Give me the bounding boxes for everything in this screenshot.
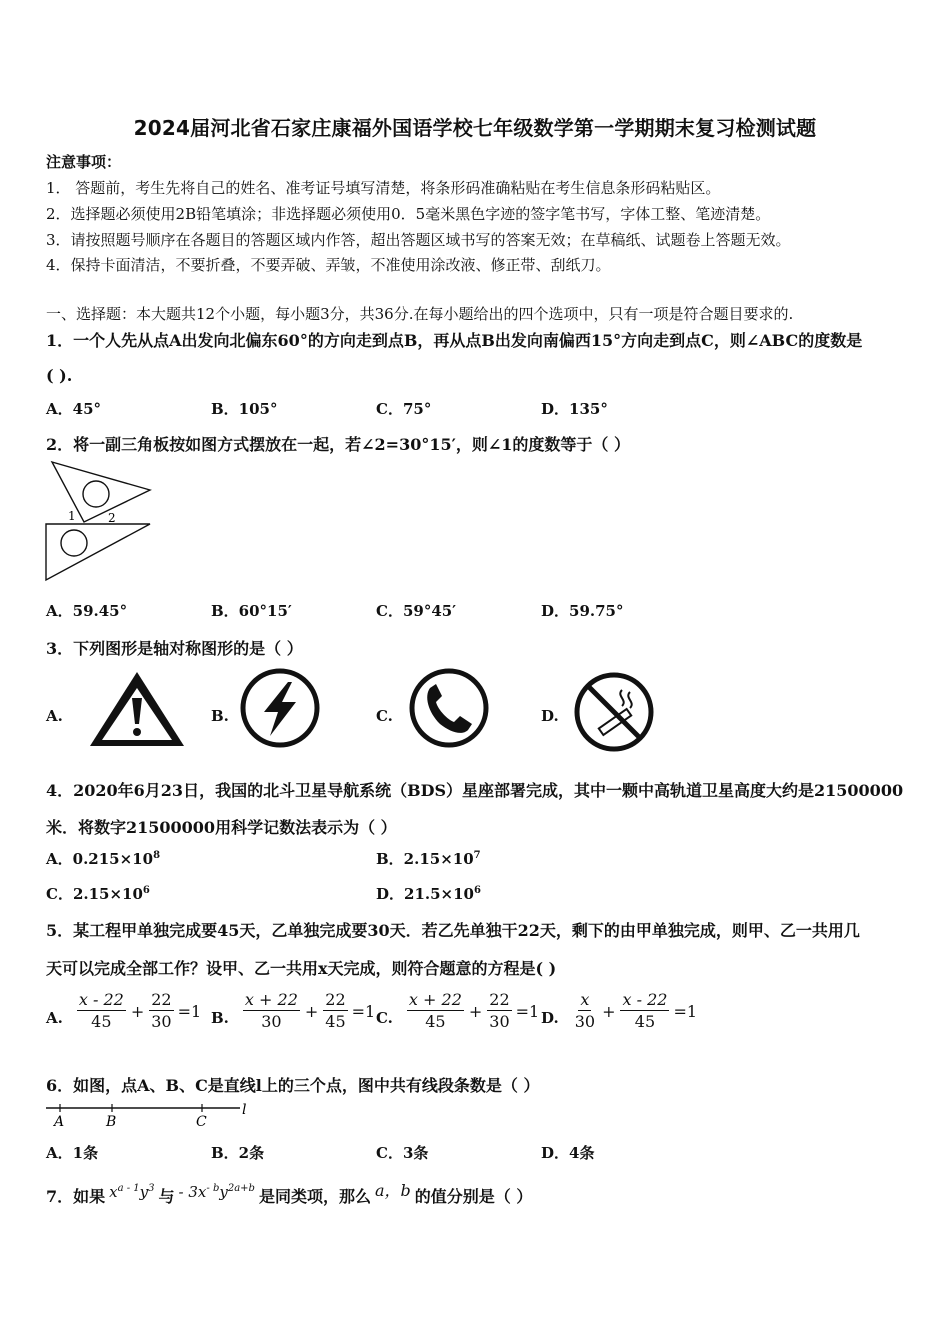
q1-option-d: D．135° (541, 400, 608, 418)
q4-option-a: A．$0.215\times 10^8$ (46, 850, 161, 868)
q1-option-a: A．45° (46, 400, 102, 418)
lower-triangle-hole (61, 530, 87, 556)
q6-stem: 6．如图，点A、B、C是直线l上的三个点，图中共有线段条数是（ ） (46, 1076, 540, 1095)
no-smoking-icon (572, 670, 656, 754)
upper-triangle-hole (83, 481, 109, 507)
angle-2-label: 2 (108, 511, 116, 525)
notice-item: 1． 答题前，考生先将自己的姓名、准考证号填写清楚，将条形码准确粘贴在考生信息条形码粘贴区。 (46, 179, 721, 197)
q5-option-c: C. $\frac{x + 22}{45}$ + $\frac{22}{30}$ =1 (376, 990, 540, 1031)
q2-option-b: B．60°15′ (211, 602, 292, 620)
q6-option-c: C．3条 (376, 1144, 429, 1162)
q1-option-c: C．75° (376, 400, 432, 418)
point-b-label: B (106, 1114, 117, 1130)
lower-triangle (46, 524, 150, 580)
q5-option-d: D. $\frac{x}{30}$ + $\frac{x - 22}{45}$ =1 (541, 990, 698, 1031)
q1-stem: 1．一个人先从点A出发向北偏东60°的方向走到点B，再从点B出发向南偏西15°方向走到点C，则∠ABC的度数是 (46, 331, 863, 350)
q7-term2: - $3x^{- b}y^{2a+b}$ (178, 1183, 255, 1201)
q1-option-b: B．105° (211, 400, 278, 418)
q4-option-c: C．$2.15\times 10^6$ (46, 885, 150, 903)
point-c-label: C (196, 1114, 207, 1130)
q2-stem: 2．将一副三角板按如图方式摆放在一起，若∠2=30°15′，则∠1的度数等于（ ） (46, 435, 630, 454)
notice-item: 4．保持卡面清洁，不要折叠，不要弄破、弄皱，不准使用涂改液、修正带、刮纸刀。 (46, 256, 611, 274)
q5-option-b: B. $\frac{x + 22}{30}$ + $\frac{22}{45}$ =1 (211, 990, 376, 1031)
q6-option-b: B．2条 (211, 1144, 265, 1162)
q7-term1: $x^{a - 1}y^3$ (109, 1183, 155, 1201)
warning-triangle-icon (86, 668, 188, 750)
q3-label-a: A. (46, 707, 63, 725)
q7-stem: 7．如果 $x^{a - 1}y^3$ 与 - $3x^{- b}y^{2a+b}$ 是同类项，那么 a，b 的值分别是（ ） (46, 1181, 533, 1206)
point-a-label: A (54, 1114, 65, 1130)
upper-triangle (52, 462, 150, 522)
angle-1-label: 1 (68, 509, 76, 523)
q2-option-d: D．59.75° (541, 602, 624, 620)
section-heading: 一、选择题：本大题共12个小题，每小题3分，共36分.在每小题给出的四个选项中，只有一项是符合题目要求的. (46, 305, 794, 323)
phone-icon (406, 666, 492, 750)
q3-label-c: C. (376, 707, 393, 725)
q3-stem: 3．下列图形是轴对称图形的是（ ） (46, 639, 303, 658)
q4-stem-cont: 米．将数字21500000用科学记数法表示为（ ） (46, 818, 397, 837)
q3-label-d: D. (541, 707, 559, 725)
q2-option-a: A．59.45° (46, 602, 128, 620)
q4-stem: 4．2020年6月23日，我国的北斗卫星导航系统（BDS）星座部署完成，其中一颗中高轨道卫星高度大约是21500000 (46, 781, 904, 800)
lightning-icon (238, 666, 322, 750)
q6-line-figure (44, 1100, 254, 1130)
page-title: 2024届河北省石家庄康福外国语学校七年级数学第一学期期末复习检测试题 (133, 116, 817, 140)
q1-stem-cont: ( ). (46, 366, 73, 385)
line-l-label: l (242, 1102, 247, 1118)
q6-option-a: A．1条 (46, 1144, 99, 1162)
q2-option-c: C．59°45′ (376, 602, 457, 620)
q5-stem: 5．某工程甲单独完成要45天，乙单独完成要30天．若乙先单独干22天，剩下的由甲单独完成，则甲、乙一共用几 (46, 921, 860, 940)
q4-option-d: D．$21.5\times 10^6$ (376, 885, 481, 903)
notice-item: 2．选择题必须使用2B铅笔填涂；非选择题必须使用0．5毫米黑色字迹的签字笔书写，字体工整、笔迹清楚。 (46, 205, 771, 223)
q6-option-d: D．4条 (541, 1144, 595, 1162)
q5-option-a: A. $\frac{x - 22}{45}$ + $\frac{22}{30}$ =1 (46, 990, 202, 1031)
q5-stem-cont: 天可以完成全部工作？设甲、乙一共用x天完成，则符合题意的方程是( ) (46, 959, 557, 978)
q2-triangle-figure (44, 460, 156, 584)
q4-option-b: B．$2.15\times 10^7$ (376, 850, 481, 868)
q3-label-b: B. (211, 707, 229, 725)
notice-item: 3．请按照题号顺序在各题目的答题区域内作答，超出答题区域书写的答案无效；在草稿纸、试题卷上答题无效。 (46, 231, 791, 249)
notice-heading: 注意事项： (46, 153, 122, 171)
